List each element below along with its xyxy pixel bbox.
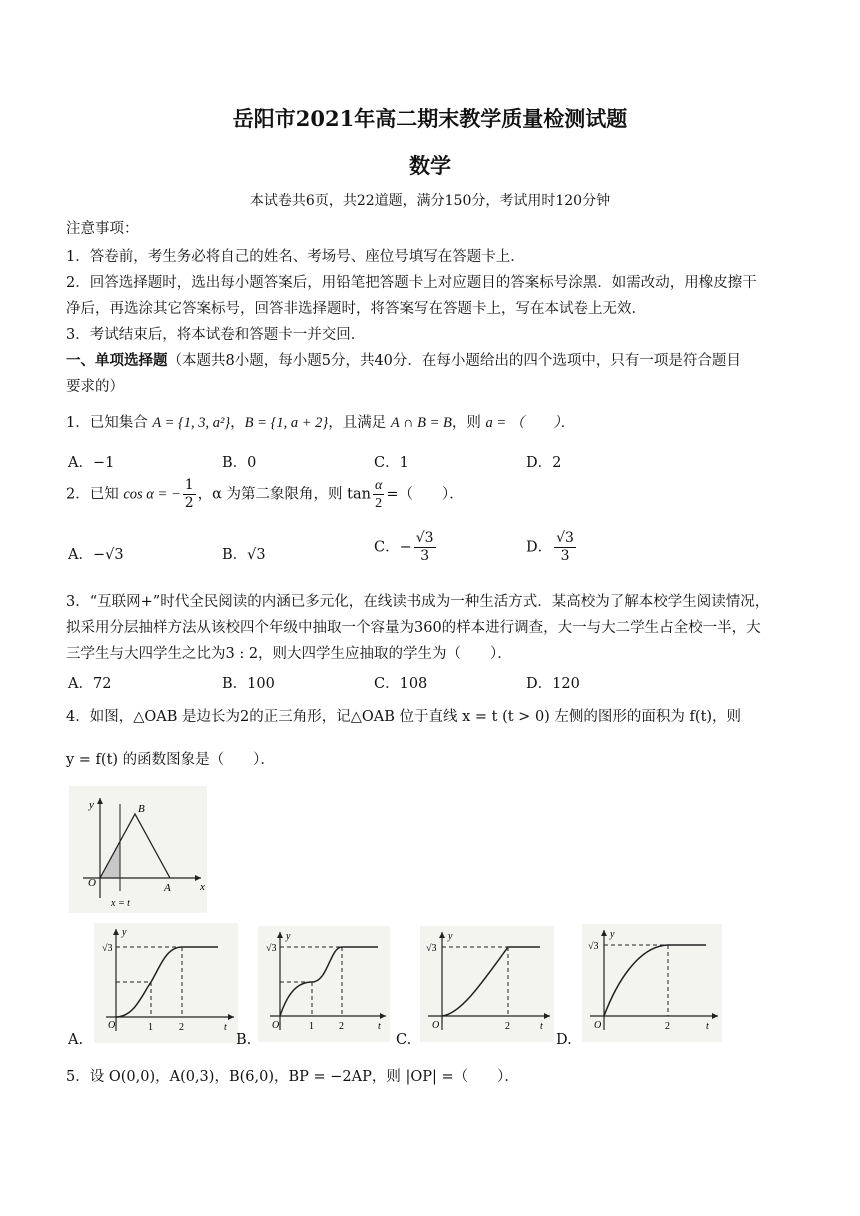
q3-option-b[interactable]: B．100 [222, 676, 275, 692]
q2-option-d-num: √3 [556, 530, 574, 546]
q2-option-d-fraction [554, 530, 576, 565]
q1-set-a: A = {1, 3, a²} [152, 415, 231, 431]
q2-option-c-fraction [414, 530, 436, 565]
q2-den2: 2 [375, 496, 383, 511]
q1-condition: A ∩ B = B [390, 415, 452, 431]
graph-d-t: t [706, 1021, 709, 1032]
question-3-line-1: 3．“互联网+”时代全民阅读的内涵已多元化，在线读书成为一种生活方式．某高校为了解本校学生阅读情况， [66, 594, 770, 610]
question-2 [66, 477, 464, 512]
question-1 [66, 413, 575, 433]
q2-option-b[interactable]: B．√3 [222, 547, 266, 563]
q1-pre: 1．已知集合 [66, 415, 153, 431]
fig-y-label: y [89, 799, 94, 811]
question-4-line-1: 4．如图，△OAB 是边长为2的正三角形，记△OAB 位于直线 x = t (t > 0) 左侧的图形的面积为 f(t)，则 [66, 709, 742, 725]
question-5: 5．设 O(0,0)，A(0,3)，B(6,0)，BP = −2AP，则 |OP| =（ ）． [66, 1069, 519, 1085]
q4-option-b-label[interactable]: B. [236, 1032, 252, 1048]
q3-option-c[interactable]: C．108 [374, 676, 428, 692]
subject-title: 数学 [409, 153, 451, 178]
q2-option-d[interactable] [526, 530, 578, 565]
exam-info: 本试卷共6页，共22道题，满分150分，考试用时120分钟 [249, 193, 611, 209]
section-1-desc-2: 要求的） [66, 379, 124, 395]
q3-option-d[interactable]: D．120 [526, 676, 580, 692]
notes-heading: 注意事项： [66, 221, 139, 237]
q2-num2: α [374, 478, 383, 493]
graph-c-o: O [432, 1020, 440, 1031]
q1-tail: ，则 [451, 415, 486, 431]
q2-option-d-label: D． [526, 539, 553, 556]
section-1-desc: （本题共8小题，每小题5分，共40分．在每小题给出的四个选项中，只有一项是符合题目 [167, 353, 741, 369]
q1-option-d[interactable]: D．2 [526, 455, 562, 471]
q1-sep: ， [230, 415, 245, 431]
fig-o-label: O [88, 877, 96, 889]
note-3: 3．考试结束后，将本试卷和答题卡一并交回． [66, 327, 366, 343]
graph-a-y: y [122, 927, 127, 938]
q4-option-a-label[interactable]: A. [68, 1032, 84, 1048]
q2-tail: =（ ）． [386, 486, 464, 503]
q2-fraction-alpha [373, 477, 384, 512]
graph-c-2: 2 [505, 1021, 510, 1032]
graph-a-root3: √3 [102, 943, 113, 954]
question-3-line-2: 拟采用分层抽样方法从该校四个年级中抽取一个容量为360的样本进行调查，大一与大二学生占全校一半，大 [66, 620, 761, 636]
graph-b-root3: √3 [266, 943, 277, 954]
fig-a-label: A [164, 882, 171, 894]
graph-c-y: y [448, 931, 453, 942]
fig-b-label: B [138, 803, 145, 815]
note-2b: 净后，再选涂其它答案标号，回答非选择题时，将答案写在答题卡上，写在本试卷上无效． [66, 301, 646, 317]
graph-d-root3: √3 [588, 941, 599, 952]
q2-mid: ，α 为第二象限角，则 tan [197, 486, 371, 503]
q4-triangle-figure [69, 786, 207, 913]
graph-a-2: 2 [179, 1022, 184, 1033]
note-2a: 2．回答选择题时，选出每小题答案后，用铅笔把答题卡上对应题目的答案标号涂黑．如需改动，用橡皮擦干 [66, 275, 757, 291]
q2-option-a[interactable]: A．−√3 [68, 547, 124, 563]
q1-option-c[interactable]: C．1 [374, 455, 409, 471]
q4-option-c-label[interactable]: C. [396, 1032, 412, 1048]
graph-b-y: y [286, 931, 291, 942]
q2-option-c[interactable] [374, 530, 438, 565]
graph-b-t: t [378, 1021, 381, 1032]
section-1-label: 一、单项选择题 [66, 352, 168, 369]
q1-set-b: B = {1, a + 2} [244, 415, 329, 431]
q4-graph-d[interactable] [582, 924, 722, 1042]
q2-num: 1 [184, 477, 194, 493]
graph-a-t: t [224, 1022, 227, 1033]
q1-mid: ，且满足 [328, 415, 391, 431]
graph-b-1: 1 [309, 1021, 314, 1032]
note-1: 1．答卷前，考生务必将自己的姓名、考场号、座位号填写在答题卡上． [66, 249, 525, 265]
q4-graph-c[interactable] [420, 926, 554, 1042]
question-3-line-3: 三学生与大四学生之比为3 : 2，则大四学生应抽取的学生为（ ）． [66, 646, 512, 662]
section-1-header [66, 351, 741, 371]
q3-option-a[interactable]: A．72 [68, 676, 112, 692]
exam-title: 岳阳市2021年高二期末教学质量检测试题 [232, 106, 628, 131]
q2-option-c-den: 3 [420, 548, 430, 564]
fig-line-label: x = t [111, 898, 130, 909]
q2-option-c-label: C．− [374, 539, 412, 556]
q2-option-d-den: 3 [560, 548, 570, 564]
graph-d-2: 2 [665, 1021, 670, 1032]
q4-graph-a[interactable] [94, 923, 238, 1043]
q1-option-a[interactable]: A．−1 [68, 455, 115, 471]
graph-b-2: 2 [339, 1021, 344, 1032]
q4-option-d-label[interactable]: D. [556, 1032, 572, 1048]
q2-den: 2 [184, 495, 194, 511]
question-4-line-2: y = f(t) 的函数图象是（ ）． [66, 752, 275, 768]
graph-d-o: O [594, 1020, 602, 1031]
q1-option-b[interactable]: B．0 [222, 455, 257, 471]
graph-c-root3: √3 [426, 943, 437, 954]
graph-b-o: O [272, 1020, 280, 1031]
graph-a-1: 1 [148, 1022, 153, 1033]
q1-ask: a = （ ）． [485, 415, 576, 431]
fig-x-label: x [200, 881, 205, 893]
q2-fraction-half [183, 477, 196, 512]
q2-pre: 2．已知 [66, 486, 124, 503]
graph-a-o: O [108, 1020, 116, 1031]
q2-cos: cos α = − [123, 486, 181, 503]
graph-d-y: y [610, 929, 615, 940]
q4-graph-b[interactable] [258, 926, 390, 1042]
q2-option-c-num: √3 [415, 530, 434, 546]
graph-c-t: t [540, 1021, 543, 1032]
